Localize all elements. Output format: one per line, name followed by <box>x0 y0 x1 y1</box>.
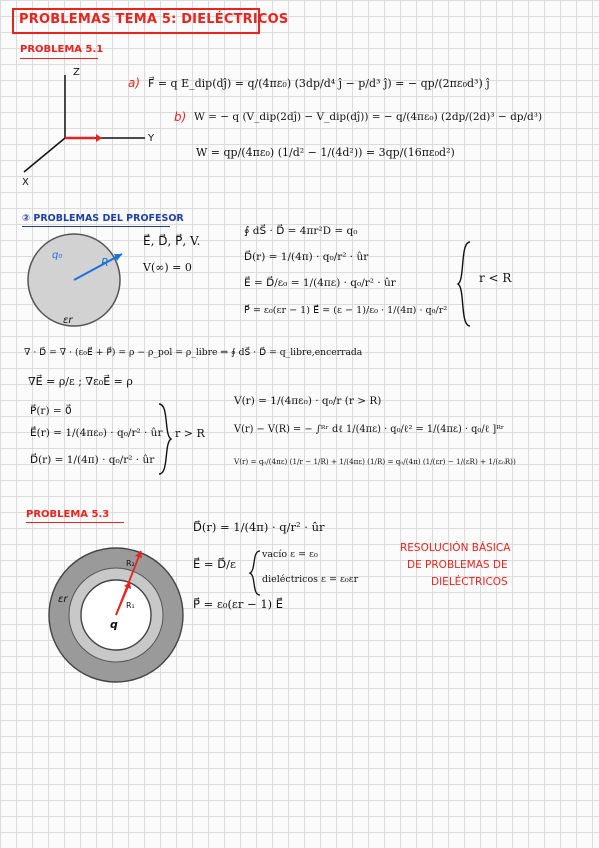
part-b-equation-2: W = qp/(4πε₀) (1/d² − 1/(4d²)) = 3qp/(16πε₀d²) <box>196 146 455 159</box>
outside-brace <box>155 402 175 476</box>
outside-eq-3: D⃗(r) = 1/(4π) · q₀/r² · ûr <box>30 454 155 466</box>
axis-x-label: X <box>22 177 29 188</box>
outside-condition: r > R <box>175 427 205 440</box>
fields-list: E⃗, D⃗, P⃗, V. <box>143 234 201 248</box>
gauss-eq-4: P⃗ = ε₀(εr − 1) E⃗ = (ε − 1)/ε₀ · 1/(4π) · q₀/r² <box>244 305 448 316</box>
sphere-charge-label: q₀ <box>52 250 63 261</box>
axis-z-label: Z <box>73 67 80 78</box>
page-title: PROBLEMAS TEMA 5: DIELÉCTRICOS <box>19 12 289 27</box>
shell-r2-label: R₂ <box>126 559 135 568</box>
gauss-eq-1: ∮ dS⃗ · D⃗ = 4πr²D = q₀ <box>244 225 358 237</box>
note-line-2: DE PROBLEMAS DE <box>407 559 508 571</box>
profesor-underline <box>22 226 170 227</box>
inside-brace <box>456 240 476 330</box>
outside-eq-2: E⃗(r) = 1/(4πε₀) · q₀/r² · ûr <box>30 427 163 439</box>
part-a-label: a) <box>128 76 141 90</box>
shell-medium-label: εr <box>58 594 68 605</box>
potential-eq-1: V(r) = 1/(4πε₀) · q₀/r (r > R) <box>234 395 382 407</box>
part-a-equation: F⃗ = q E_dip(dĵ) = q/(4πε₀) (3dp/d⁴ ĵ − p/d³ ĵ) = − qp/(2πε₀d³) ĵ <box>148 77 490 90</box>
potential-eq-3: V(r) = q₀/(4πε) (1/r − 1/R) + 1/(4πε) (1/R) = q₀/(4π) (1/(εr) − 1/(εR) + 1/(ε₀R)) <box>234 457 516 466</box>
profesor-heading: ② PROBLEMAS DEL PROFESOR <box>22 213 184 224</box>
sphere-medium-label: εr <box>63 315 73 326</box>
cases-brace <box>248 550 262 596</box>
sphere-radius-label: R <box>101 256 109 269</box>
potential-eq-2: V(r) − V(R) = − ∫ᴿʳ dℓ 1/(4πε) · q₀/ℓ² = 1/(4πε) · q₀/ℓ ]ᴿʳ <box>234 424 505 435</box>
outside-eq-1: P⃗(r) = 0⃗ <box>30 405 72 417</box>
part-b-label: b) <box>174 110 187 124</box>
note-line-1: RESOLUCIÓN BÁSICA <box>400 542 511 554</box>
part-b-equation-1: W = − q (V_dip(2dĵ) − V_dip(dĵ)) = − q/(4πε₀) (2dp/(2d)³ − dp/d³) <box>194 111 543 123</box>
problema-51-heading: PROBLEMA 5.1 <box>20 44 104 55</box>
potential-infinity: V(∞) = 0 <box>143 261 192 274</box>
problema-53-underline <box>26 522 124 523</box>
gauss-eq-2: D⃗(r) = 1/(4π) · q₀/r² · ûr <box>244 251 369 263</box>
problema-51-underline <box>20 58 98 59</box>
shell-p-equation: P⃗ = ε₀(εr − 1) E⃗ <box>193 597 284 611</box>
laplace-equation: ∇E⃗ = ρ/ε ; ∇ε₀E⃗ = ρ <box>28 375 133 388</box>
shell-d-equation: D⃗(r) = 1/(4π) · q/r² · ûr <box>193 520 325 534</box>
shell-charge-label: q <box>110 618 118 631</box>
axis-y-label: Y <box>148 133 155 144</box>
note-line-3: DIELÉCTRICOS <box>431 576 508 588</box>
dielectric-sphere <box>22 228 132 338</box>
case-dielectric: dieléctricos ε = ε₀εr <box>262 574 359 585</box>
gauss-eq-3: E⃗ = D⃗/ε₀ = 1/(4πε) · q₀/r² · ûr <box>244 277 396 289</box>
case-vacuum: vacío ε = ε₀ <box>262 549 318 560</box>
inside-condition: r < R <box>479 271 512 285</box>
shell-r1-label: R₁ <box>126 601 135 610</box>
dielectric-shell <box>47 546 187 686</box>
problema-53-heading: PROBLEMA 5.3 <box>26 509 110 520</box>
shell-e-equation: E⃗ = D⃗/ε <box>193 557 236 571</box>
divergence-equation: ∇ · D⃗ = ∇ · (ε₀E⃗ + P⃗) = ρ − ρ_pol = ρ_libre ⇒ ∮ dS⃗ · D⃗ = q_libre,encerrada <box>24 347 363 358</box>
